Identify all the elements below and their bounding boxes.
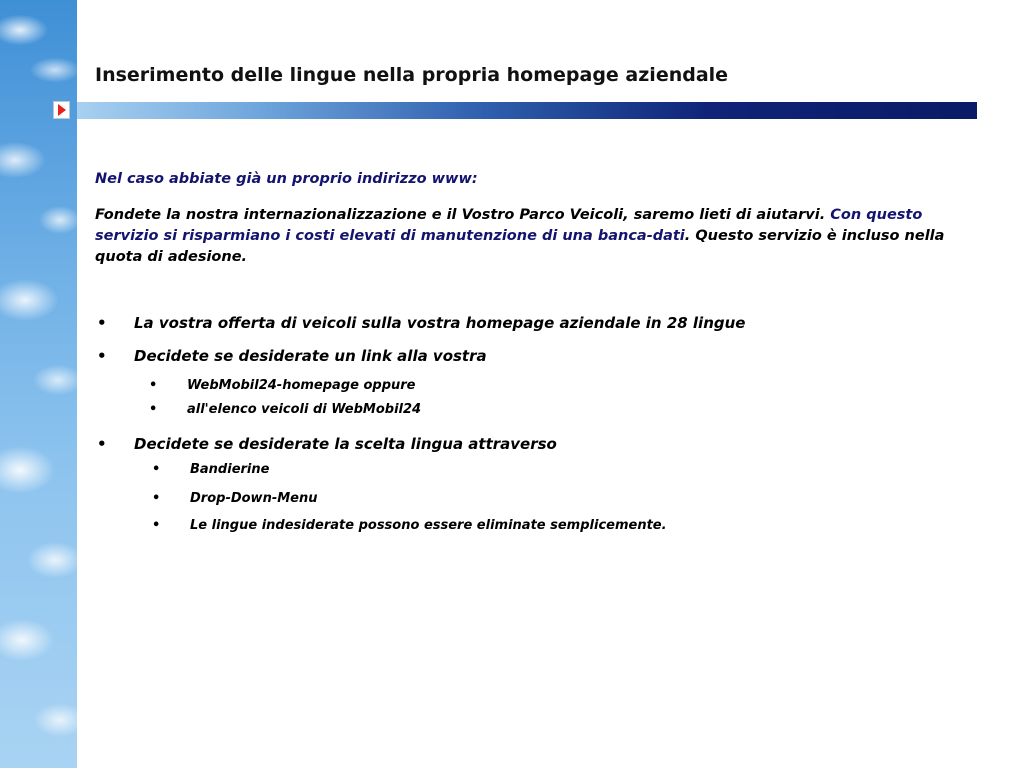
slide-title: Inserimento delle lingue nella propria homepage aziendale: [95, 64, 729, 86]
bullet-dot: •: [152, 491, 161, 506]
title-rule-bar: [77, 102, 977, 119]
bullet-dot: •: [152, 462, 161, 477]
bullet-text: Decidete se desiderate la scelta lingua attraverso: [134, 435, 557, 453]
paragraph-part-2: . Questo servizio è incluso nella quota di adesione.: [95, 228, 945, 265]
bullet-dot: •: [152, 518, 161, 533]
bullet-dot: •: [97, 347, 107, 365]
sub-bullet-text: WebMobil24-homepage oppure: [187, 378, 416, 393]
bullet-dot: •: [97, 435, 107, 453]
sub-bullet-text: Bandierine: [190, 462, 270, 477]
paragraph-part-1: Fondete la nostra internazionalizzazione e il Vostro Parco Veicoli, saremo lieti di aiutarvi.: [95, 207, 831, 223]
sub-bullet-text: Le lingue indesiderate possono essere eliminate semplicemente.: [190, 518, 667, 533]
sub-bullet-text: all'elenco veicoli di WebMobil24: [187, 402, 422, 417]
bullet-dot: •: [97, 314, 107, 332]
intro-paragraph: [95, 205, 985, 268]
play-arrow-icon: [53, 101, 70, 119]
bullet-dot: •: [149, 378, 158, 393]
paragraph-highlight: Con questo servizio si risparmiano i costi elevati di manutenzione di una banca-dati: [95, 207, 923, 244]
bullet-text: Decidete se desiderate un link alla vostra: [134, 347, 487, 365]
sub-bullet-text: Drop-Down-Menu: [190, 491, 318, 506]
bullet-text: La vostra offerta di veicoli sulla vostra homepage aziendale in 28 lingue: [134, 314, 746, 332]
lead-line: Nel caso abbiate già un proprio indirizzo www:: [95, 171, 478, 187]
bullet-dot: •: [149, 402, 158, 417]
